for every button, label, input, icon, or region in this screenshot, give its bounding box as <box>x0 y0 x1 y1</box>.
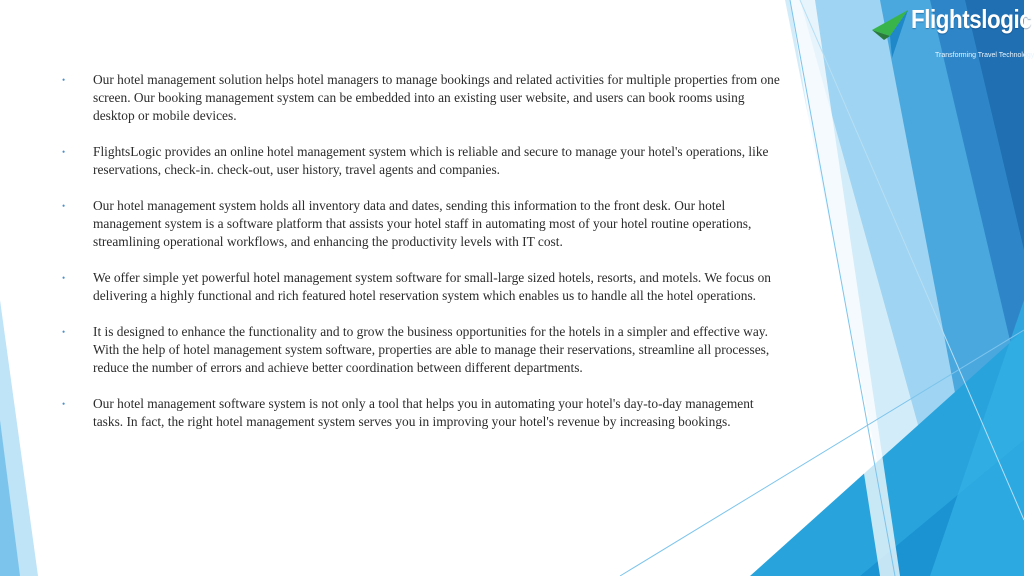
brand-tagline: Transforming Travel Technology <box>935 52 1034 59</box>
bullet-text: We offer simple yet powerful hotel management system software for small-large sized hotels, resorts, and motels. We focus on delivering a highly functional and rich featured hotel reservation system which enables us to handle all the hotel operations. <box>93 270 771 303</box>
list-item <box>62 323 782 377</box>
bullet-icon: • <box>62 201 66 211</box>
main-content <box>62 71 782 449</box>
bullet-text: Our hotel management solution helps hotel managers to manage bookings and related activities for multiple properties from one screen. Our booking management system can be embedded into an existing user website, and users can book rooms using desktop or mobile devices. <box>93 72 780 123</box>
bullet-icon: • <box>62 273 66 283</box>
list-item <box>62 143 782 179</box>
bullet-list <box>62 71 782 431</box>
list-item <box>62 269 782 305</box>
bullet-text: Our hotel management system holds all inventory data and dates, sending this information to the front desk. Our hotel management system is a software platform that assists your hotel staff in automating most of your hotel routine operations, streamlining operational workflows, and enhancing the productivity levels with IT cost. <box>93 198 752 249</box>
bullet-icon: • <box>62 327 66 337</box>
bullet-icon: • <box>62 147 66 157</box>
bullet-icon: • <box>62 75 66 85</box>
bullet-text: It is designed to enhance the functionality and to grow the business opportunities for the hotels in a simpler and effective way. With the help of hotel management system software, properties are able to manage their reservations, streamline all processes, reduce the number of errors and achieve better coordination between different departments. <box>93 324 770 375</box>
brand-name: Flightslogic <box>911 4 1032 34</box>
list-item <box>62 197 782 251</box>
list-item <box>62 71 782 125</box>
logo-mark-icon <box>870 6 914 62</box>
bullet-text: Our hotel management software system is not only a tool that helps you in automating your hotel's day-to-day management tasks. In fact, the right hotel management system serves you in improving your hotel's revenue by increasing bookings. <box>93 396 754 429</box>
bullet-text: FlightsLogic provides an online hotel management system which is reliable and secure to manage your hotel's operations, like reservations, check-in. check-out, user history, travel agents and companies. <box>93 144 769 177</box>
bullet-icon: • <box>62 399 66 409</box>
list-item <box>62 395 782 431</box>
